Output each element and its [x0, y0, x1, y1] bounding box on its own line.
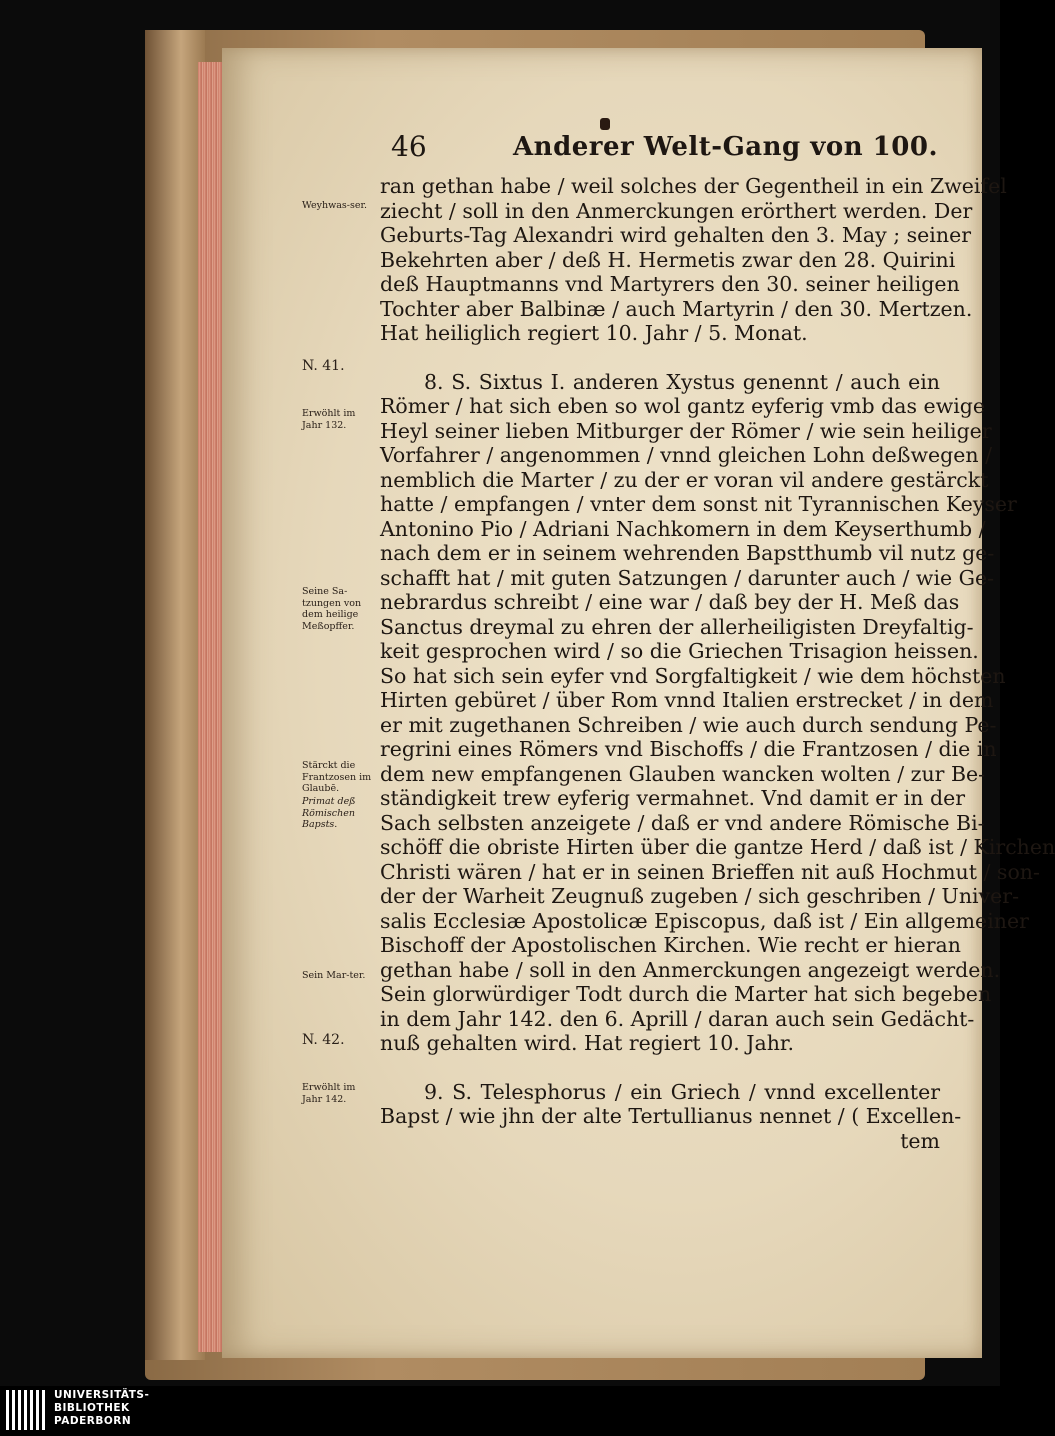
text-line: Sein glorwürdiger Todt durch die Marter hat sich begeben	[380, 982, 992, 1006]
text-line: Bapst / wie jhn der alte Tertullianus nennet / ( Excellen-	[380, 1104, 962, 1128]
margin-note-elected-132: Erwöhlt im Jahr 132.	[302, 408, 356, 431]
text-line: salis Ecclesiæ Apostolicæ Episcopus, daß ist / Ein allgemeiner	[380, 908, 1029, 933]
library-name-line: BIBLIOTHEK	[54, 1402, 130, 1414]
text-line: nach dem er in seinem wehrenden Bapstthumb vil nutz ge-	[380, 541, 995, 565]
catchword: tem	[900, 1128, 940, 1153]
margin-note-marter: Sein Mar-ter.	[302, 970, 366, 981]
text-line: deß Hauptmanns vnd Martyrers den 30. seiner heiligen	[380, 272, 960, 296]
margin-number-41: N. 41.	[302, 358, 345, 374]
text-line: Heyl seiner lieben Mitburger der Römer / wie sein heiliger	[380, 418, 992, 443]
text-line: nemblich die Marter / zu der er voran vil andere gestärckt	[380, 467, 989, 492]
text-line: dem new empfangenen Glauben wancken wolten / zur Be-	[380, 761, 986, 786]
text-line: er mit zugethanen Schreiben / wie auch durch sendung Pe-	[380, 712, 997, 737]
text-line: ständigkeit trew eyferig vermahnet. Vnd damit er in der	[380, 786, 966, 810]
text-line: der der Warheit Zeugnuß zugeben / sich geschriben / Univer-	[380, 884, 1020, 908]
text-line: Hat heiliglich regiert 10. Jahr / 5. Monat.	[380, 321, 808, 345]
library-name-line: PADERBORN	[54, 1415, 132, 1427]
text-line: Hirten gebüret / über Rom vnnd Italien erstrecket / in dem	[380, 688, 994, 712]
text-line: Geburts-Tag Alexandri wird gehalten den 3. May ; seiner	[380, 223, 971, 247]
book-spine-edge	[145, 30, 205, 1360]
text-line: Antonino Pio / Adriani Nachkomern in dem Keyserthumb /	[380, 516, 986, 541]
text-line: Sanctus dreymal zu ehren der allerheiligisten Dreyfaltig-	[380, 614, 974, 639]
text-line: Tochter aber Balbinæ / auch Martyrin / den 30. Mertzen.	[380, 296, 973, 321]
library-footer	[0, 1386, 1000, 1436]
text-line: regrini eines Römers vnd Bischoffs / die Frantzosen / die in	[380, 737, 997, 761]
margin-note-elected-142: Erwöhlt im Jahr 142.	[302, 1082, 356, 1105]
margin-number-42: N. 42.	[302, 1032, 345, 1048]
library-name	[54, 1389, 149, 1428]
margin-note-satzungen: Seine Sa-tzungen von dem heilige Meßopffer.	[302, 586, 362, 632]
text-line: Bischoff der Apostolischen Kirchen. Wie recht er hieran	[380, 933, 961, 957]
page-header	[385, 130, 939, 170]
text-line: gethan habe / soll in den Anmerckungen angezeigt werden.	[380, 957, 1001, 982]
text-line: hatte / empfangen / vnter dem sonst nit Tyrannischen Keyser	[380, 492, 1017, 516]
text-line: nebrardus schreibt / eine war / daß bey der H. Meß das	[380, 590, 960, 614]
text-line: Bekehrten aber / deß H. Hermetis zwar den 28. Quirini	[380, 247, 956, 272]
text-line: Römer / hat sich eben so wol gantz eyferig vmb das ewige	[380, 394, 986, 418]
text-line: keit gesprochen wird / so die Griechen Trisagion heissen.	[380, 639, 979, 663]
margin-note-weyhwasser: Weyhwas-ser.	[302, 200, 367, 211]
text-line: So hat sich sein eyfer vnd Sorgfaltigkeit / wie dem höchsten	[380, 663, 1006, 688]
text-line: ziecht / soll in den Anmerckungen erörthert werden. Der	[380, 198, 973, 223]
text-line: Sach selbsten anzeigete / daß er vnd andere Römische Bi-	[380, 810, 985, 835]
text-line: Christi wären / hat er in seinen Brieffen nit auß Hochmut / son-	[380, 859, 1040, 884]
text-line: in dem Jahr 142. den 6. Aprill / daran auch sein Gedächt-	[380, 1006, 975, 1031]
text-line: Vorfahrer / angenommen / vnnd gleichen Lohn deßwegen /	[380, 443, 993, 467]
library-name-line: UNIVERSITÄTS-	[54, 1389, 150, 1401]
text-line: nuß gehalten wird. Hat regiert 10. Jahr.	[380, 1031, 794, 1055]
text-line: ran gethan habe / weil solches der Gegentheil in ein Zweifel	[380, 174, 1007, 198]
paragraph-start-telesphorus: 9. S. Telesphorus / ein Griech / vnnd excellenter	[424, 1079, 940, 1104]
paragraph-start-sixtus: 8. S. Sixtus I. anderen Xystus genennt / auch ein	[424, 369, 940, 394]
running-head: Anderer Welt-Gang von 100.	[513, 132, 939, 162]
ink-mark	[600, 118, 610, 130]
margin-note-primat: Primat deß Römischen Bapsts.	[302, 796, 356, 830]
library-logo-icon	[6, 1390, 48, 1430]
page-number: 46	[391, 130, 427, 163]
margin-note-staerckt: Stärckt die Frantzosen im Glaubē.	[302, 760, 372, 794]
text-line: schöff die obriste Hirten über die gantze Herd / daß ist / Kirchen	[380, 835, 1055, 859]
text-line: schafft hat / mit guten Satzungen / darunter auch / wie Ge-	[380, 565, 995, 590]
main-text	[380, 174, 1055, 1153]
